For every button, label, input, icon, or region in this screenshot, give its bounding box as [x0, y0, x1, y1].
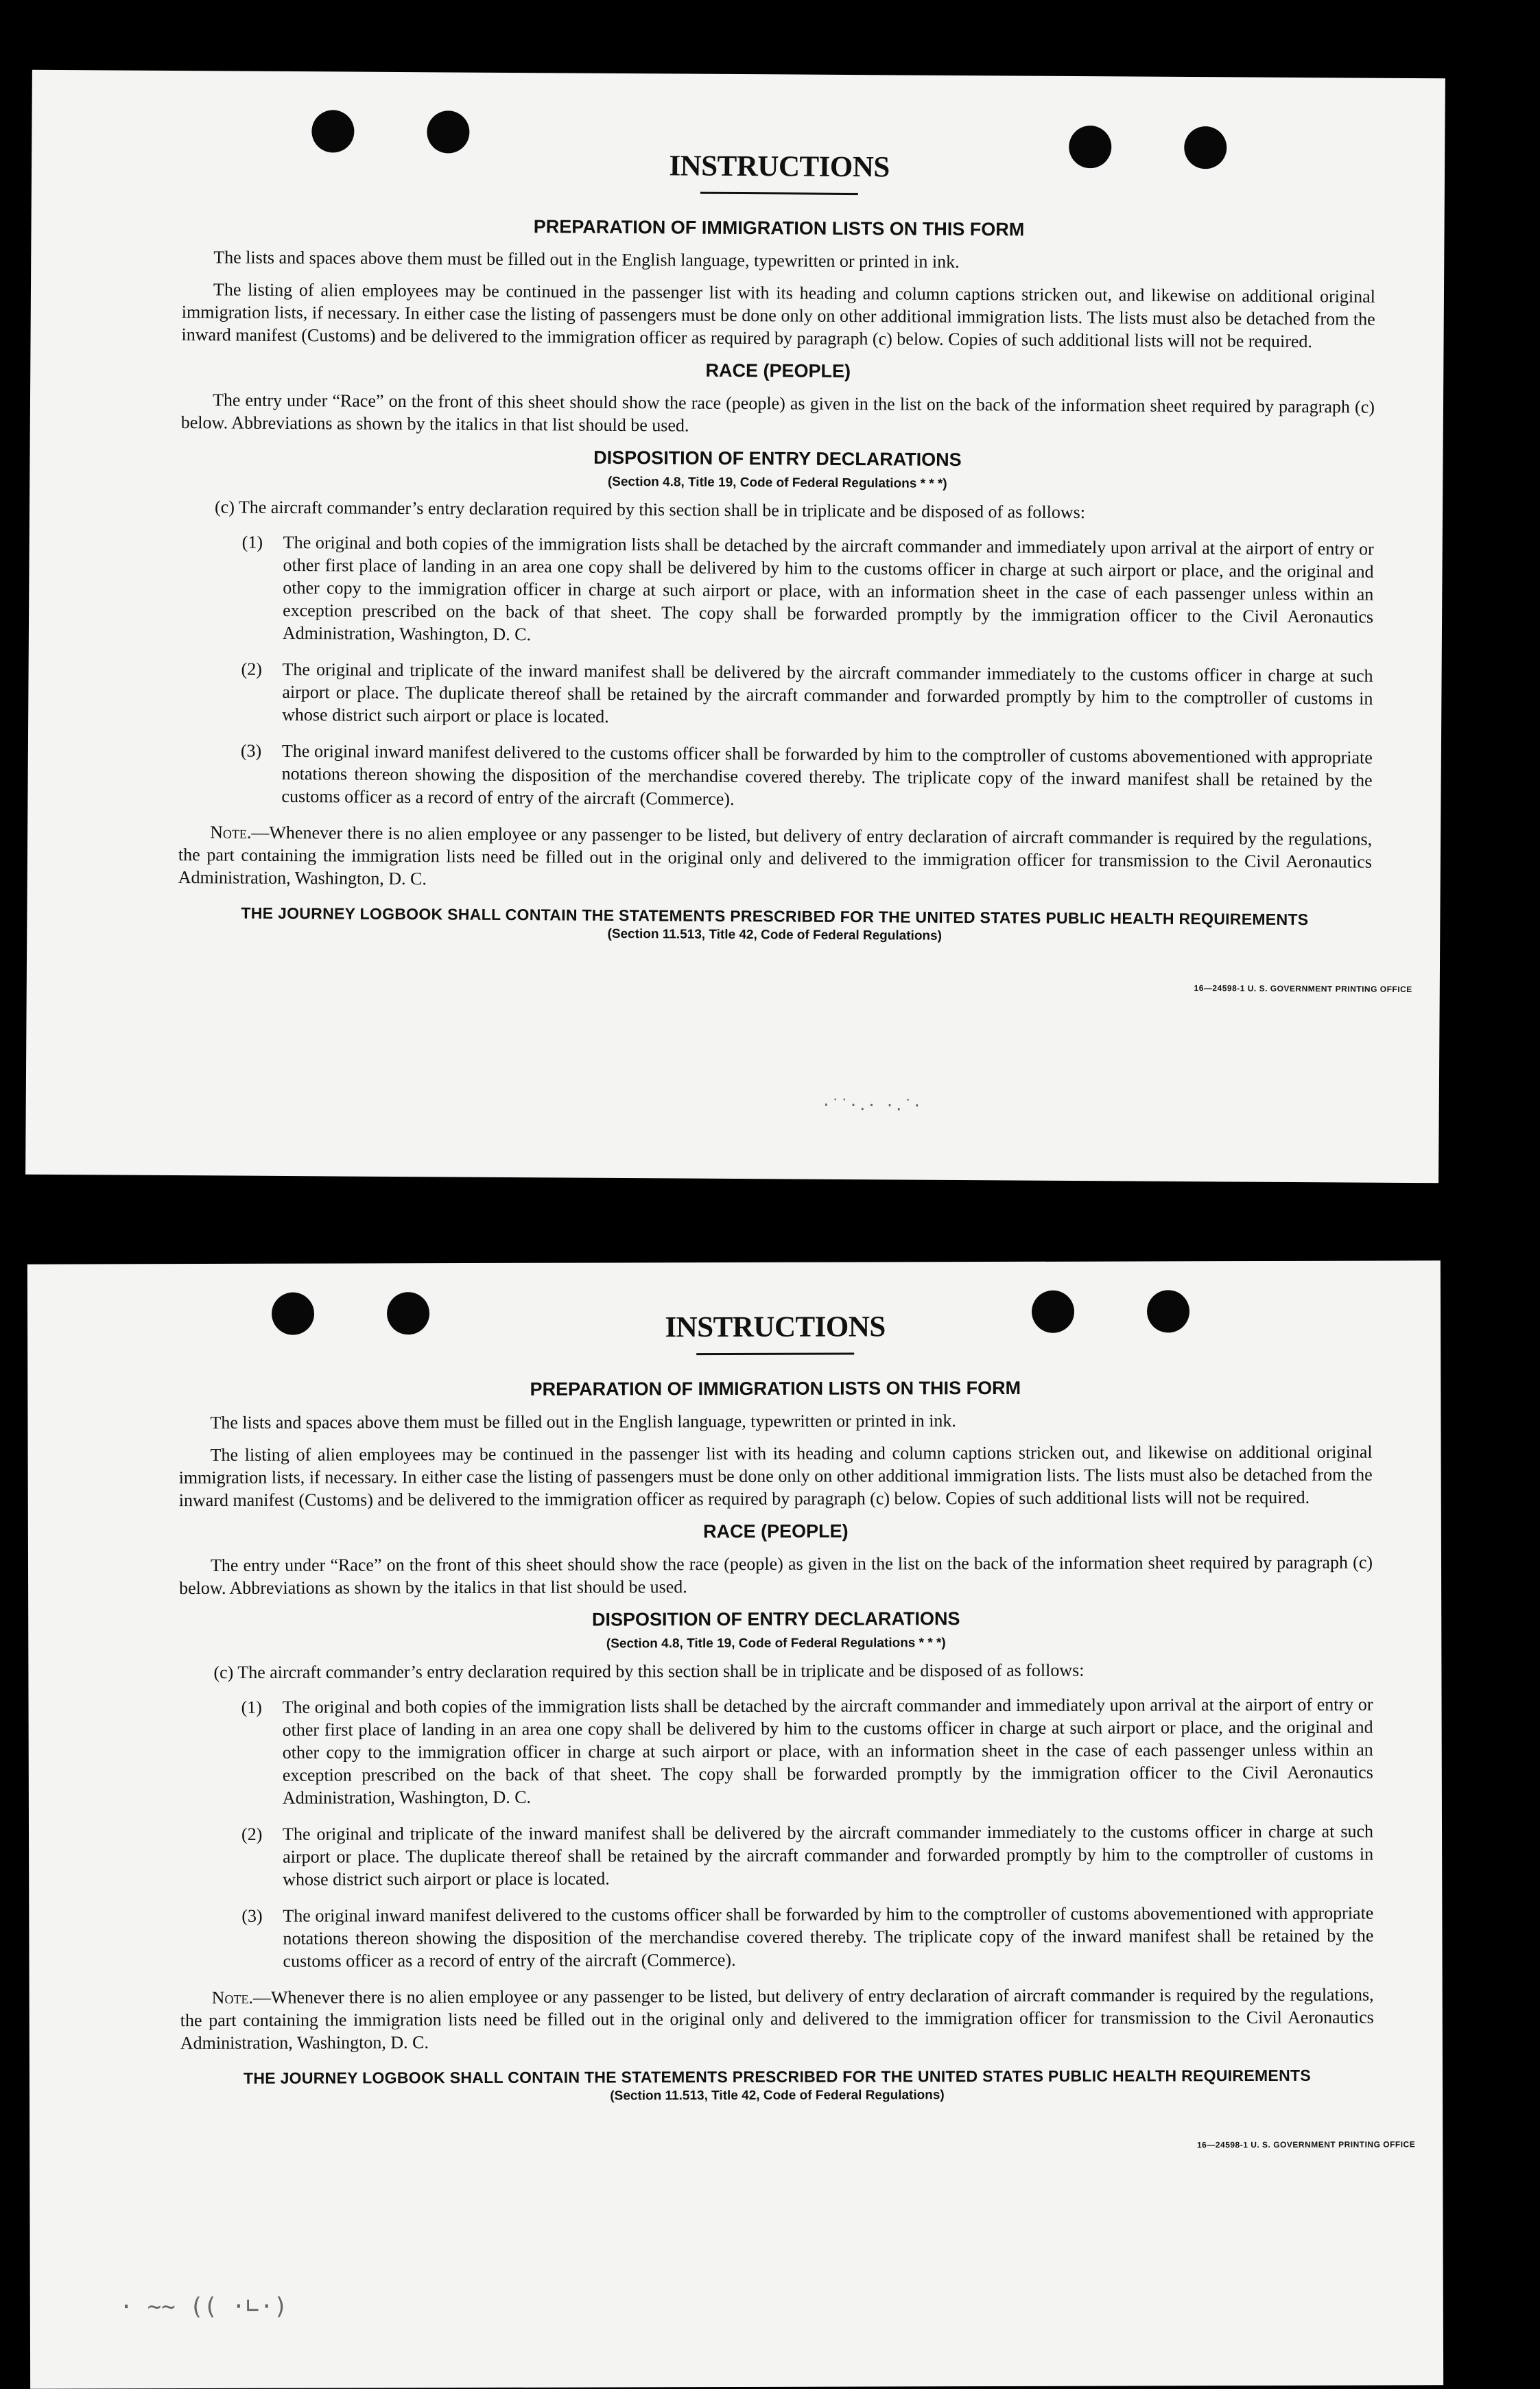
instruction-sheet-bottom: [27, 1260, 1443, 2388]
list-item: [240, 740, 1373, 814]
page-title: INSTRUCTIONS: [665, 1310, 886, 1344]
title-rule: [696, 1353, 854, 1356]
sheet-content: [178, 146, 1412, 995]
paragraph: The listing of alien employees may be continued in the passenger list with its heading and column captions stricken out, and likewise on additional original immigration lists, if necessary. In either case the listing of passengers must be done only on other additional immigration lists. The lists must also be detached from the inward manifest (Customs) and be delivered to the immigration officer as required by paragraph (c) below. Copies of such additional lists will not be required.: [181, 279, 1376, 352]
item-text: The original and both copies of the immigration lists shall be detached by the aircraft commander and immediately upon arrival at the airport of entry or other first place of landing in an area one copy shall be delivered by him to the customs officer in charge at such airport or place, and the original and other copy to the immigration officer in charge at such airport or place, with an information sheet in the case of each passenger unless within an exception prescribed on the back of that sheet. The copy shall be forwarded promptly by the immigration officer to the Civil Aeronautics Administration, Washington, D. C.: [282, 532, 1374, 645]
paragraph: The entry under “Race” on the front of this sheet should show the race (people) as given in the list on the back of the information sheet required by paragraph (c) below. Abbreviations as shown by the italics in that list should be used.: [180, 390, 1375, 436]
section-heading-race: RACE (PEOPLE): [703, 1520, 849, 1542]
item-text: The original inward manifest delivered to the customs officer shall be forwarded by him to the comptroller of customs abovementioned with appropriate notations thereon showing the disposition of the merchandise covered thereby. The triplicate copy of the inward manifest shall be retained by the customs officer as a record of entry of the aircraft (Commerce).: [283, 1903, 1374, 1971]
item-text: The original and both copies of the immigration lists shall be detached by the aircraft commander and immediately upon arrival at the airport of entry or other first place of landing in an area one copy shall be delivered by him to the customs officer in charge at such airport or place, and the original and other copy to the immigration officer in charge at such airport or place, with an information sheet in the case of each passenger unless within an exception prescribed on the back of that sheet. The copy shall be forwarded promptly by the immigration officer to the Civil Aeronautics Administration, Washington, D. C.: [282, 1694, 1373, 1808]
paragraph-c: (c) The aircraft commander’s entry declaration required by this section shall be in triplicate and be disposed of as follows:: [214, 497, 1086, 523]
item-number: (1): [241, 532, 263, 552]
item-number: (2): [241, 659, 263, 679]
item-number: (3): [241, 1905, 263, 1926]
paragraph: The entry under “Race” on the front of this sheet should show the race (people) as given in the list on the back of the information sheet required by paragraph (c) below. Abbreviations as shown by the italics in that list should be used.: [179, 1552, 1373, 1599]
note-text: —Whenever there is no alien employee or any passenger to be listed, but delivery of entry declaration of aircraft commander is required by the regulations, the part containing the immigration lists need be filled out in the original only and delivered to the immigration officer for transmission to the Civil Aeronautics Administration, Washington, D. C.: [178, 822, 1373, 889]
list-item: [241, 658, 1373, 733]
section-heading-disposition: DISPOSITION OF ENTRY DECLARATIONS: [591, 1608, 960, 1630]
note-text: —Whenever there is no alien employee or any passenger to be listed, but delivery of entry declaration of aircraft commander is required by the regulations, the part containing the immigration lists need be filled out in the original only and delivered to the immigration officer for transmission to the Civil Aeronautics Administration, Washington, D. C.: [180, 1984, 1374, 2053]
note-paragraph: [178, 821, 1373, 896]
footer-requirement: THE JOURNEY LOGBOOK SHALL CONTAIN THE STATEMENTS PRESCRIBED FOR THE UNITED STATES PUBLIC HEALTH REQUIREMENTS: [241, 904, 1309, 929]
scan-mark: · ~~ (( ·∟·): [119, 2292, 288, 2321]
section-heading-preparation: PREPARATION OF IMMIGRATION LISTS ON THIS FORM: [533, 216, 1025, 240]
section-heading-disposition: DISPOSITION OF ENTRY DECLARATIONS: [593, 447, 962, 471]
sheet-content: [178, 1309, 1416, 2154]
section-heading-preparation: PREPARATION OF IMMIGRATION LISTS ON THIS FORM: [530, 1377, 1021, 1400]
paragraph: The lists and spaces above them must be filled out in the English language, typewritten or printed in ink.: [213, 247, 960, 272]
list-item: [241, 1820, 1374, 1891]
list-item: [241, 1693, 1373, 1809]
paragraph: The listing of alien employees may be continued in the passenger list with its heading and column captions stricken out, and likewise on additional original immigration lists, if necessary. In either case the listing of passengers must be done only on other additional immigration lists. The lists must also be detached from the inward manifest (Customs) and be delivered to the immigration officer as required by paragraph (c) below. Copies of such additional lists will not be required.: [178, 1441, 1373, 1511]
note-lead: Note.: [210, 822, 252, 843]
footer-citation: (Section 11.513, Title 42, Code of Federal Regulations): [607, 926, 943, 943]
section-citation: (Section 4.8, Title 19, Code of Federal Regulations * * *): [606, 1636, 946, 1651]
item-text: The original and triplicate of the inward manifest shall be delivered by the aircraft commander immediately to the customs officer in charge at such airport or place. The duplicate thereof shall be retained by the aircraft commander and forwarded promptly by him to the comptroller of customs in whose district such airport or place is located.: [282, 659, 1373, 727]
item-number: (3): [240, 740, 262, 761]
list-item: [241, 531, 1374, 651]
printer-imprint: 16—24598-1 U. S. GOVERNMENT PRINTING OFFICE: [1194, 983, 1412, 995]
item-text: The original inward manifest delivered to the customs officer shall be forwarded by him to the comptroller of customs abovementioned with appropriate notations thereon showing the disposition of the merchandise covered thereby. The triplicate copy of the inward manifest shall be retained by the customs officer as a record of entry of the aircraft (Commerce).: [281, 740, 1373, 809]
section-citation: (Section 4.8, Title 19, Code of Federal Regulations * * *): [607, 474, 947, 491]
punch-hole: [427, 110, 469, 153]
paragraph: The lists and spaces above them must be filled out in the English language, typewritten or printed in ink.: [210, 1411, 956, 1433]
item-text: The original and triplicate of the inward manifest shall be delivered by the aircraft commander immediately to the customs officer in charge at such airport or place. The duplicate thereof shall be retained by the aircraft commander and forwarded promptly by him to the comptroller of customs in whose district such airport or place is located.: [282, 1821, 1374, 1890]
title-rule: [700, 192, 858, 195]
punch-hole: [311, 110, 354, 152]
scan-mark: ·˙˙·.· ·.˙·: [821, 1096, 922, 1115]
page-title: INSTRUCTIONS: [669, 150, 890, 184]
item-number: (1): [241, 1697, 262, 1717]
paragraph-c: (c) The aircraft commander’s entry declaration required by this section shall be in triplicate and be disposed of as follows:: [213, 1660, 1085, 1682]
footer-requirement: THE JOURNEY LOGBOOK SHALL CONTAIN THE STATEMENTS PRESCRIBED FOR THE UNITED STATES PUBLIC HEALTH REQUIREMENTS: [243, 2066, 1311, 2087]
note-paragraph: [180, 1984, 1374, 2055]
footer-citation: (Section 11.513, Title 42, Code of Federal Regulations): [610, 2088, 945, 2104]
section-heading-race: RACE (PEOPLE): [705, 360, 851, 382]
printer-imprint: 16—24598-1 U. S. GOVERNMENT PRINTING OFFICE: [1196, 2139, 1416, 2150]
note-lead: Note.: [211, 1987, 253, 2008]
item-number: (2): [241, 1824, 263, 1844]
instruction-sheet-top: [25, 70, 1445, 1184]
list-item: [241, 1902, 1374, 1973]
